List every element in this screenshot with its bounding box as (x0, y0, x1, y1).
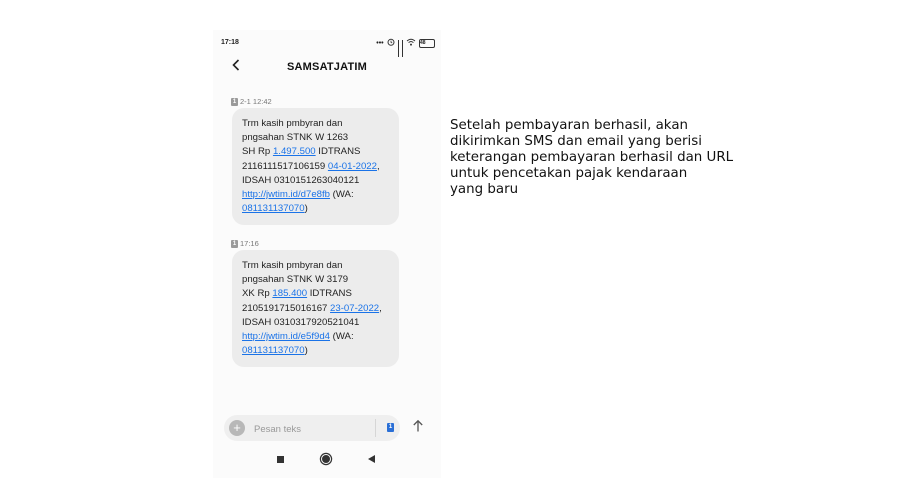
message-composer (224, 415, 400, 441)
caption-text (450, 118, 780, 198)
message-line: pngsahan STNK W 3179 (242, 274, 349, 286)
status-icons (376, 38, 435, 48)
add-attachment-button[interactable]: + (229, 420, 245, 436)
phone-screen (213, 30, 441, 478)
message-link[interactable]: 1.497.500 (272, 146, 316, 158)
alarm-icon (387, 38, 395, 48)
message-bubble[interactable] (232, 250, 399, 367)
status-bar (213, 38, 441, 50)
message-line: pngsahan STNK W 1263 (242, 132, 349, 144)
message-line: XK Rp 185.400 IDTRANS (242, 288, 352, 300)
message-link[interactable]: http://jwtim.id/d7e8fb (242, 189, 330, 201)
battery-icon: 48 (419, 39, 435, 48)
signal-icon (402, 40, 403, 47)
caption-line: untuk pencetakan pajak kendaraan (450, 166, 688, 181)
sim-card-icon: 1 (232, 240, 237, 247)
caption-line: dikirimkan SMS dan email yang berisi (450, 134, 702, 149)
wifi-icon (406, 38, 416, 48)
message-line: http://jwtim.id/e5f9d4 (WA: (242, 331, 354, 343)
message-input[interactable] (252, 419, 364, 439)
square-recents-icon[interactable] (277, 456, 284, 463)
message-line: 081131137070) (242, 345, 308, 357)
status-time: 17:18 (221, 39, 239, 46)
message-meta (231, 97, 272, 106)
composer-divider (375, 419, 376, 437)
message-line: http://jwtim.id/d7e8fb (WA: (242, 189, 354, 201)
signal-icon (398, 40, 399, 47)
message-meta (231, 239, 259, 248)
triangle-back-icon[interactable] (368, 455, 375, 463)
message-line: Trm kasih pmbyran dan (242, 260, 343, 271)
message-line: 2116111517106159 04-01-2022, (242, 160, 380, 172)
message-link[interactable]: 04-01-2022 (327, 160, 377, 172)
sim-card-icon: 1 (232, 98, 237, 105)
message-link[interactable]: 081131137070 (242, 345, 305, 357)
message-line: IDSAH 0310151263040121 (242, 174, 360, 186)
message-timestamp: 2-1 12:42 (240, 97, 272, 106)
message-line: SH Rp 1.497.500 IDTRANS (242, 146, 361, 158)
message-bubble[interactable] (232, 108, 399, 225)
navigation-bar (213, 450, 441, 470)
message-link[interactable]: http://jwtim.id/e5f9d4 (242, 331, 330, 343)
message-link[interactable]: 185.400 (272, 288, 308, 300)
message-line: 081131137070) (242, 203, 308, 215)
caption-line: keterangan pembayaran berhasil dan URL (450, 150, 734, 165)
message-link[interactable]: 23-07-2022 (330, 302, 380, 314)
conversation-title: SAMSATJATIM (286, 61, 367, 73)
message-timestamp: 17:16 (240, 239, 259, 248)
arrow-up-icon (412, 419, 424, 433)
message-link[interactable]: 081131137070 (242, 203, 305, 215)
message-line: Trm kasih pmbyran dan (242, 118, 343, 129)
send-button[interactable] (408, 416, 428, 440)
conversation-header (213, 58, 441, 78)
message-line: 2105191715016167 23-07-2022, (242, 302, 382, 314)
message-line: IDSAH 0310317920521041 (242, 316, 360, 328)
caption-line: yang baru (450, 182, 519, 197)
caption-line: Setelah pembayaran berhasil, akan (450, 118, 689, 133)
sim-select-button[interactable]: 1 (388, 424, 393, 430)
more-dots-icon: ••• (376, 39, 384, 47)
circle-home-icon[interactable] (321, 454, 331, 464)
